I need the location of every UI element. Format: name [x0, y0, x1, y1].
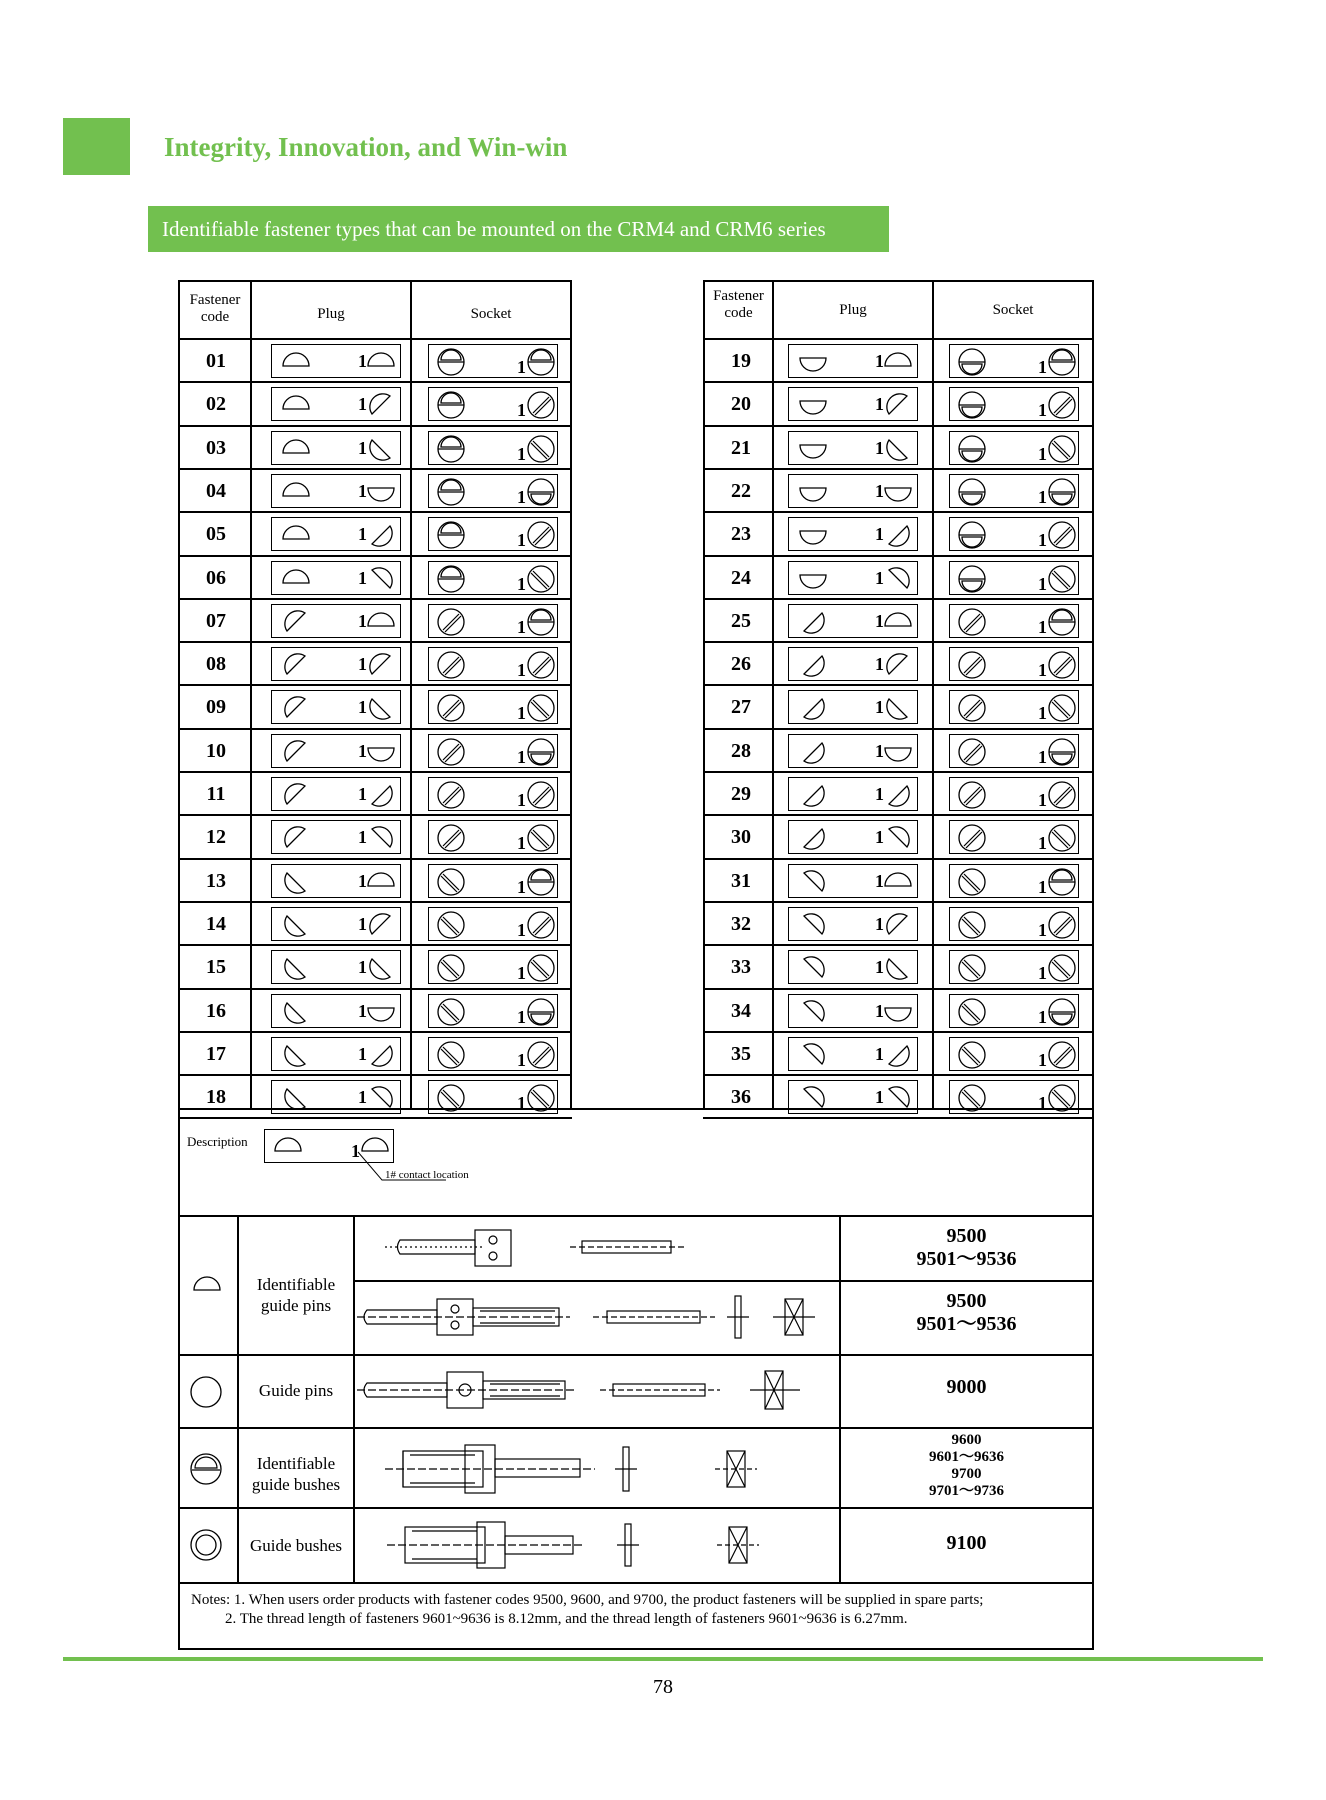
fastener-code: 22	[731, 479, 751, 502]
socket-diagram: 1	[949, 777, 1079, 811]
socket-diagram: 1	[428, 950, 558, 984]
label-identifiable-guide-pins: Identifiable guide pins	[256, 1275, 336, 1315]
socket-diagram: 1	[428, 820, 558, 854]
fastener-code: 33	[731, 956, 751, 979]
plug-diagram: 1	[788, 907, 918, 941]
label-guide-pins: Guide pins	[258, 1381, 334, 1400]
plug-diagram: 1	[788, 734, 918, 768]
fastener-code: 09	[206, 696, 226, 719]
codes-guide-pins-a: 9500 9501～9536	[916, 1225, 1017, 1270]
page-number: 78	[653, 1676, 673, 1698]
plug-diagram: 1	[788, 1080, 918, 1114]
fastener-code: 20	[731, 393, 751, 416]
plug-diagram: 1	[788, 690, 918, 724]
fastener-code: 19	[731, 350, 751, 372]
fastener-code: 03	[206, 436, 226, 459]
plug-diagram: 1	[788, 344, 918, 378]
header-socket-right: Socket	[992, 302, 1034, 318]
fastener-code: 32	[731, 912, 751, 935]
socket-diagram: 1	[428, 734, 558, 768]
fastener-code: 10	[206, 739, 226, 762]
fastener-code: 25	[731, 609, 751, 632]
fastener-code: 01	[206, 350, 226, 372]
socket-diagram: 1	[428, 994, 558, 1028]
plug-diagram: 1	[788, 820, 918, 854]
identifiable-guide-pin-drawing-b	[355, 1282, 839, 1354]
plug-diagram: 1	[271, 690, 401, 724]
fastener-code: 26	[731, 653, 751, 676]
fastener-code: 12	[206, 826, 226, 849]
plug-diagram: 1	[788, 1037, 918, 1071]
header-plug-left: Plug	[317, 306, 345, 322]
socket-diagram: 1	[428, 474, 558, 508]
double-circle-icon	[188, 1527, 224, 1563]
plug-diagram: 1	[271, 604, 401, 638]
fastener-code: 15	[206, 956, 226, 979]
fastener-code: 31	[731, 869, 751, 892]
plug-diagram: 1	[271, 864, 401, 898]
plug-diagram: 1	[271, 431, 401, 465]
plug-diagram: 1	[271, 387, 401, 421]
socket-diagram: 1	[949, 604, 1079, 638]
plug-diagram: 1	[788, 561, 918, 595]
plug-diagram: 1	[788, 647, 918, 681]
socket-diagram: 1	[428, 907, 558, 941]
codes-identifiable-guide-bushes: 9600 9601～9636 9700 9701～9736	[928, 1432, 1004, 1499]
socket-diagram: 1	[428, 1037, 558, 1071]
socket-diagram: 1	[949, 907, 1079, 941]
plug-diagram: 1	[271, 820, 401, 854]
header-fastener-code-right: Fastener code	[713, 288, 764, 321]
socket-diagram: 1	[949, 561, 1079, 595]
plug-diagram: 1	[788, 777, 918, 811]
header-plug-right: Plug	[839, 302, 867, 318]
plug-diagram: 1	[271, 1080, 401, 1114]
guide-bush-drawing	[355, 1509, 839, 1581]
socket-diagram: 1	[428, 431, 558, 465]
notes: Notes: 1. When users order products with fastener codes 9500, 9600, and 9700, the product fasteners will be supplied in spare parts; 2. The thread length of fasteners 9601~9636 is 8.12mm, and the thread length of fasteners 9601~9636 is 6.27mm.	[191, 1592, 984, 1627]
socket-diagram: 1	[949, 950, 1079, 984]
fastener-code: 16	[206, 999, 226, 1022]
socket-diagram: 1	[949, 820, 1079, 854]
header-socket-left: Socket	[470, 306, 512, 322]
fastener-code: 36	[731, 1086, 751, 1109]
footer-divider	[63, 1657, 1263, 1661]
guide-pin-drawing	[355, 1356, 839, 1426]
socket-diagram: 1	[949, 517, 1079, 551]
plug-diagram: 1	[271, 994, 401, 1028]
socket-diagram: 1	[428, 387, 558, 421]
description-plug-example: 1	[264, 1129, 394, 1163]
identifiable-guide-pin-drawing-a	[355, 1217, 839, 1279]
plug-diagram: 1	[271, 344, 401, 378]
plug-diagram: 1	[271, 907, 401, 941]
fastener-code: 06	[206, 566, 226, 589]
circle-icon	[188, 1374, 224, 1410]
plug-diagram: 1	[271, 1037, 401, 1071]
socket-diagram: 1	[428, 647, 558, 681]
fastener-code: 05	[206, 523, 226, 546]
socket-diagram: 1	[949, 344, 1079, 378]
fastener-code: 28	[731, 739, 751, 762]
socket-diagram: 1	[949, 431, 1079, 465]
socket-diagram: 1	[949, 387, 1079, 421]
fastener-code: 13	[206, 869, 226, 892]
codes-guide-pins-b: 9500 9501～9536	[916, 1290, 1017, 1335]
plug-diagram: 1	[271, 734, 401, 768]
fastener-code: 23	[731, 523, 751, 546]
fastener-code: 14	[206, 912, 226, 935]
plug-diagram: 1	[788, 950, 918, 984]
description-label: Description	[187, 1134, 248, 1149]
socket-diagram: 1	[949, 474, 1079, 508]
fastener-code: 35	[731, 1042, 751, 1065]
socket-diagram: 1	[949, 647, 1079, 681]
plug-diagram: 1	[271, 647, 401, 681]
plug-diagram: 1	[271, 777, 401, 811]
header-fastener-code-left: Fastener code	[189, 292, 241, 325]
socket-diagram: 1	[428, 344, 558, 378]
codes-guide-pins: 9000	[946, 1376, 987, 1398]
fastener-code: 29	[731, 783, 751, 805]
fastener-code: 21	[731, 436, 751, 459]
plug-diagram: 1	[788, 474, 918, 508]
split-circle-icon	[188, 1451, 224, 1487]
fastener-code: 04	[206, 479, 226, 502]
section-banner: Identifiable fastener types that can be mounted on the CRM4 and CRM6 series	[148, 206, 889, 252]
fastener-code: 08	[206, 653, 226, 676]
half-circle-icon	[191, 1272, 225, 1294]
fastener-code: 02	[206, 393, 226, 416]
brand-square	[63, 118, 130, 175]
socket-diagram: 1	[428, 864, 558, 898]
socket-diagram: 1	[949, 1037, 1079, 1071]
fastener-code: 24	[731, 566, 751, 589]
plug-diagram: 1	[788, 431, 918, 465]
socket-diagram: 1	[949, 1080, 1079, 1114]
socket-diagram: 1	[428, 777, 558, 811]
identifiable-guide-bush-drawing	[355, 1429, 839, 1507]
socket-diagram: 1	[949, 864, 1079, 898]
fastener-code: 30	[731, 826, 751, 849]
plug-diagram: 1	[788, 387, 918, 421]
fastener-code: 17	[206, 1042, 226, 1065]
plug-diagram: 1	[788, 994, 918, 1028]
socket-diagram: 1	[428, 690, 558, 724]
page-slogan: Integrity, Innovation, and Win-win	[164, 132, 568, 162]
plug-diagram: 1	[788, 864, 918, 898]
contact-location-note: 1# contact location	[385, 1169, 469, 1181]
socket-diagram: 1	[428, 561, 558, 595]
plug-diagram: 1	[271, 561, 401, 595]
fastener-code: 18	[206, 1086, 226, 1109]
socket-diagram: 1	[428, 604, 558, 638]
plug-diagram: 1	[271, 950, 401, 984]
fastener-code: 34	[731, 999, 751, 1022]
codes-guide-bushes: 9100	[946, 1532, 987, 1554]
label-identifiable-guide-bushes: Identifiable guide bushes	[251, 1454, 341, 1494]
socket-diagram: 1	[428, 517, 558, 551]
fastener-code: 07	[206, 609, 226, 632]
fastener-code: 11	[206, 783, 226, 805]
socket-diagram: 1	[949, 994, 1079, 1028]
label-guide-bushes: Guide bushes	[249, 1536, 343, 1555]
plug-diagram: 1	[788, 604, 918, 638]
fastener-code: 27	[731, 696, 751, 719]
plug-diagram: 1	[271, 474, 401, 508]
socket-diagram: 1	[949, 734, 1079, 768]
socket-diagram: 1	[428, 1080, 558, 1114]
socket-diagram: 1	[949, 690, 1079, 724]
plug-diagram: 1	[271, 517, 401, 551]
plug-diagram: 1	[788, 517, 918, 551]
